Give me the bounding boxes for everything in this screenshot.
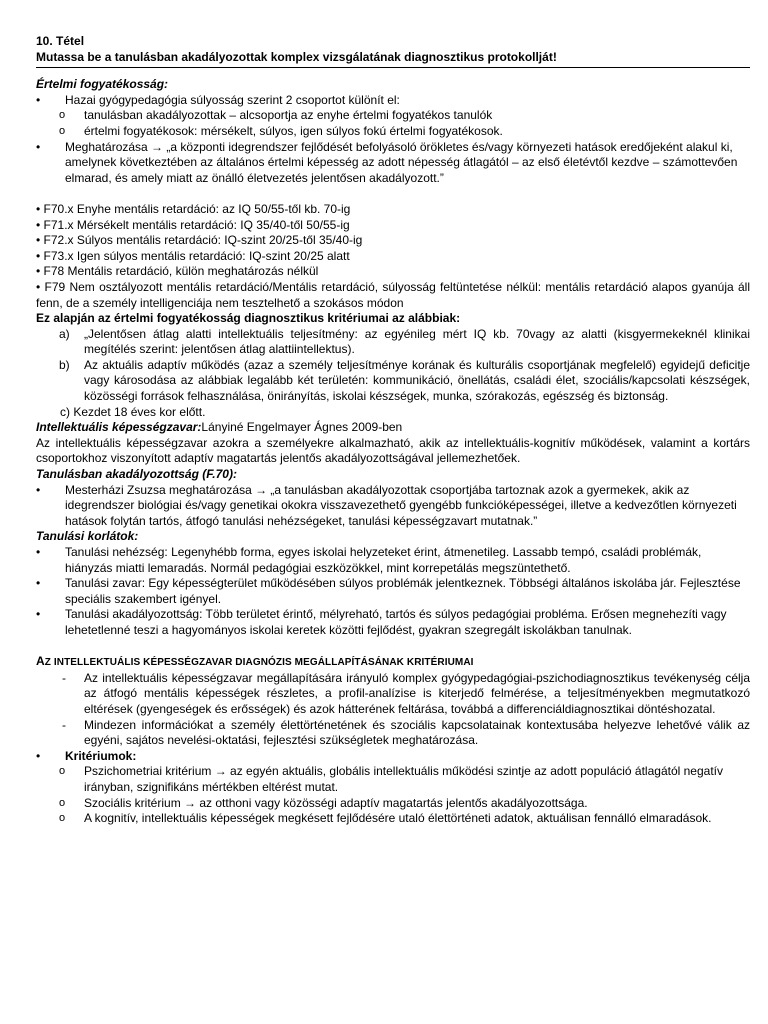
list-item — [36, 93, 750, 109]
criteria-item — [36, 327, 750, 358]
topic-number: 10. Tétel — [36, 34, 85, 48]
sub-list-item-text: tanulásban akadályozottak – alcsoportja az enyhe értelmi fogyatékos tanulók — [84, 108, 493, 123]
list-item-text: Hazai gyógypedagógia súlyosság szerint 2 csoportot különít el: — [65, 92, 400, 107]
sub-list-item — [36, 124, 750, 140]
circle-marker: o — [59, 109, 66, 122]
section-heading-label: Intellektuális képességzavar: — [36, 420, 202, 435]
sub-list-item-text: értelmi fogyatékosok: mérsékelt, súlyos, igen súlyos fokú értelmi fogyatékosok. — [84, 123, 503, 138]
sub-list-item-text: Szociális kritérium → az otthoni vagy közösségi adaptív magatartás jelentős akadályozottsága. — [84, 795, 588, 810]
spacer — [36, 639, 750, 655]
dash-list-item — [36, 718, 750, 749]
f-list-item: • F72.x Súlyos mentális retardáció: IQ-szint 20/25-től 35/40-ig — [36, 233, 363, 248]
dash-marker: - — [62, 717, 66, 732]
dash-marker: - — [62, 670, 66, 685]
bullet-marker: • — [36, 576, 41, 591]
f-list-item: • F73.x Igen súlyos mentális retardáció: IQ-szint 20/25 alatt — [36, 248, 350, 263]
bullet-marker: • — [36, 92, 41, 107]
section-heading-tanulasban: Tanulásban akadályozottság (F.70): — [36, 467, 237, 482]
bullet-marker: • — [36, 748, 41, 763]
criteria-marker: b) — [59, 357, 70, 372]
sub-list-item — [36, 796, 750, 812]
circle-marker: o — [59, 124, 66, 137]
section-heading-korlatok: Tanulási korlátok: — [36, 529, 139, 544]
list-item-text: Tanulási akadályozottság: Több területet érintő, mélyreható, tartós és súlyos pedagógiai probléma. Erősen megnehezíti vagy lehetetlenné teszi a hagyományos iskolai keretek közötti fejlődést, gyakran szegregált iskolákban tanulnak. — [65, 607, 727, 637]
f-list-item: • F70.x Enyhe mentális retardáció: az IQ 50/55-től kb. 70-ig — [36, 201, 351, 216]
list-item-text: Mesterházi Zsuzsa meghatározása → „a tanulásban akadályozottak csoportjába tartoznak azok a gyermekek, akik az idegrendszer biológiai és/vagy genetikai okokra visszavezethető gyengébb funkcióképességei, illetve a kedvezőtlen környezeti hatások folytán tartós, átfogó tanulási nehézségeket, tanulási képességzavart mutatnak.” — [65, 482, 737, 528]
circle-marker: o — [59, 812, 66, 825]
list-item-text: Tanulási zavar: Egy képességterület működésében súlyos problémák jelentkeznek. Többségi általános iskolába jár. Fejlesztése speciális szakembert igényel. — [65, 576, 741, 606]
criteria-text: Az aktuális adaptív működés (azaz a személy teljesítménye korának és kulturális csoportjának megfelelő) egyidejű deficitje vagy károsodása az alábbiak legalább két területén: kommunikáció, önellátás, családi élet, szociális/kapcsolati készségek, közösségi források felhasználása, önirányítás, iskolai készségek, munka, szórakozás, egészség és biztonság. — [84, 357, 750, 404]
list-item — [36, 576, 750, 607]
circle-marker: o — [59, 765, 66, 778]
criteria-item: c) Kezdet 18 éves kor előtt. — [60, 404, 206, 419]
sub-list-item — [36, 811, 750, 827]
dash-list-item-text: Az intellektuális képességzavar megállapítására irányuló komplex gyógypedagógiai-pszichodiagnosztikus tevékenység célja az átfogó mentális képességek részletes, a profil-analízise is kiterjedő felmérése, a teljesítményekben megmutatkozó eltérések (gyengeségek és erősségek) és azok hátterének feltárása, továbbá a differenciáldiagnosztikai döntéshozatal. — [84, 670, 750, 716]
list-item-text: Meghatározása → „a központi idegrendszer fejlődését befolyásoló örökletes és/vagy környezeti hatások eredőjeként alakul ki, amelynek következtében az általános értelmi képesség az adott népesség átlagától – az első életévtől kezdve – számottevően elmarad, és amely miatt az önálló életvezetés jelentősen akadályozott.” — [65, 139, 738, 185]
document-page — [36, 34, 750, 827]
criteria-marker: a) — [59, 326, 70, 341]
section-heading-ertelmi: Értelmi fogyatékosság: — [36, 77, 169, 92]
f-list-item: • F79 Nem osztályozott mentális retardáció/Mentális retardáció, súlyosság feltüntetése nélkül: mentális retardáció alapos gyanúja áll fenn, de a személy intelligenciája nem tesztelhető a szokásos módon — [36, 279, 750, 310]
sub-list-item — [36, 108, 750, 124]
criteria-text: „Jelentősen átlag alatti intellektuális teljesítmény: az egyénileg mért IQ kb. 70vagy az alatti (kisgyermekeknél klinikai megítélés szerint: jelentősen átlag alattiintellektus). — [84, 326, 750, 357]
section-heading-rest: Z INTELLEKTUÁLIS KÉPESSÉGZAVAR DIAGNÓZIS MEGÁLLAPÍTÁSÁNAK KRITÉRIUMAI — [44, 657, 474, 669]
circle-marker: o — [59, 796, 66, 809]
bullet-marker: • — [36, 482, 41, 497]
dash-list-item-text: Mindezen információkat a személy élettörténetének és szociális kapcsolatainak kontextusába helyezve lehetővé válik az egyéni, sajátos nevelési-oktatási, fejlesztési szükségletek meghatározása. — [84, 717, 750, 748]
list-item-text: Tanulási nehézség: Legenyhébb forma, egyes iskolai helyzeteket érint, átmenetileg. Lassabb tempó, családi problémák, hiányzás miatti lemaradás. Normál pedagógiai eszközökkel, mint korrepetálás megszüntethető. — [65, 545, 702, 575]
bullet-marker: • — [36, 545, 41, 559]
list-item — [36, 483, 750, 530]
section-heading-kriteriumai — [36, 654, 750, 671]
list-item — [36, 607, 750, 638]
criteria-heading: Ez alapján az értelmi fogyatékosság diagnosztikus kritériumai az alábbiak: — [36, 311, 461, 326]
sub-list-item-text: Pszichometriai kritérium → az egyén aktuális, globális intellektuális működési szintje az adott populáció átlagától negatív irányban, szignifikáns mértékben eltérést mutat. — [84, 764, 723, 794]
paragraph: Az intellektuális képességzavar azokra a személyekre alkalmazható, akik az intellektuális-kognitív működések, valamint a kortárs csoportokhoz viszonyított adaptív magatartás jelentős akadályozottságával jellemezhetőek. — [36, 435, 750, 466]
f-list-item: • F71.x Mérsékelt mentális retardáció: IQ 35/40-től 50/55-ig — [36, 217, 350, 232]
topic-title: Mutassa be a tanulásban akadályozottak komplex vizsgálatának diagnosztikus protokollját! — [36, 49, 557, 64]
sub-list-item — [36, 764, 750, 795]
list-item — [36, 140, 750, 187]
criteria-item — [36, 358, 750, 405]
bullet-marker: • — [36, 139, 41, 154]
list-item — [36, 545, 750, 576]
section-heading-initial: A — [36, 654, 45, 669]
section-heading-intellektualis — [36, 420, 750, 436]
spacer — [36, 186, 750, 202]
list-item-text: Kritériumok: — [65, 748, 137, 763]
sub-list-item-text: A kognitív, intellektuális képességek megkésett fejlődésére utaló élettörténeti adatok, aktuálisan fennálló elmaradások. — [84, 811, 712, 826]
list-item — [36, 749, 750, 765]
bullet-marker: • — [36, 607, 41, 622]
f-list-item: • F78 Mentális retardáció, külön meghatározás nélkül — [36, 264, 319, 279]
dash-list-item — [36, 671, 750, 718]
section-heading-source: Lányiné Engelmayer Ágnes 2009-ben — [201, 420, 403, 435]
document-header — [36, 34, 750, 68]
